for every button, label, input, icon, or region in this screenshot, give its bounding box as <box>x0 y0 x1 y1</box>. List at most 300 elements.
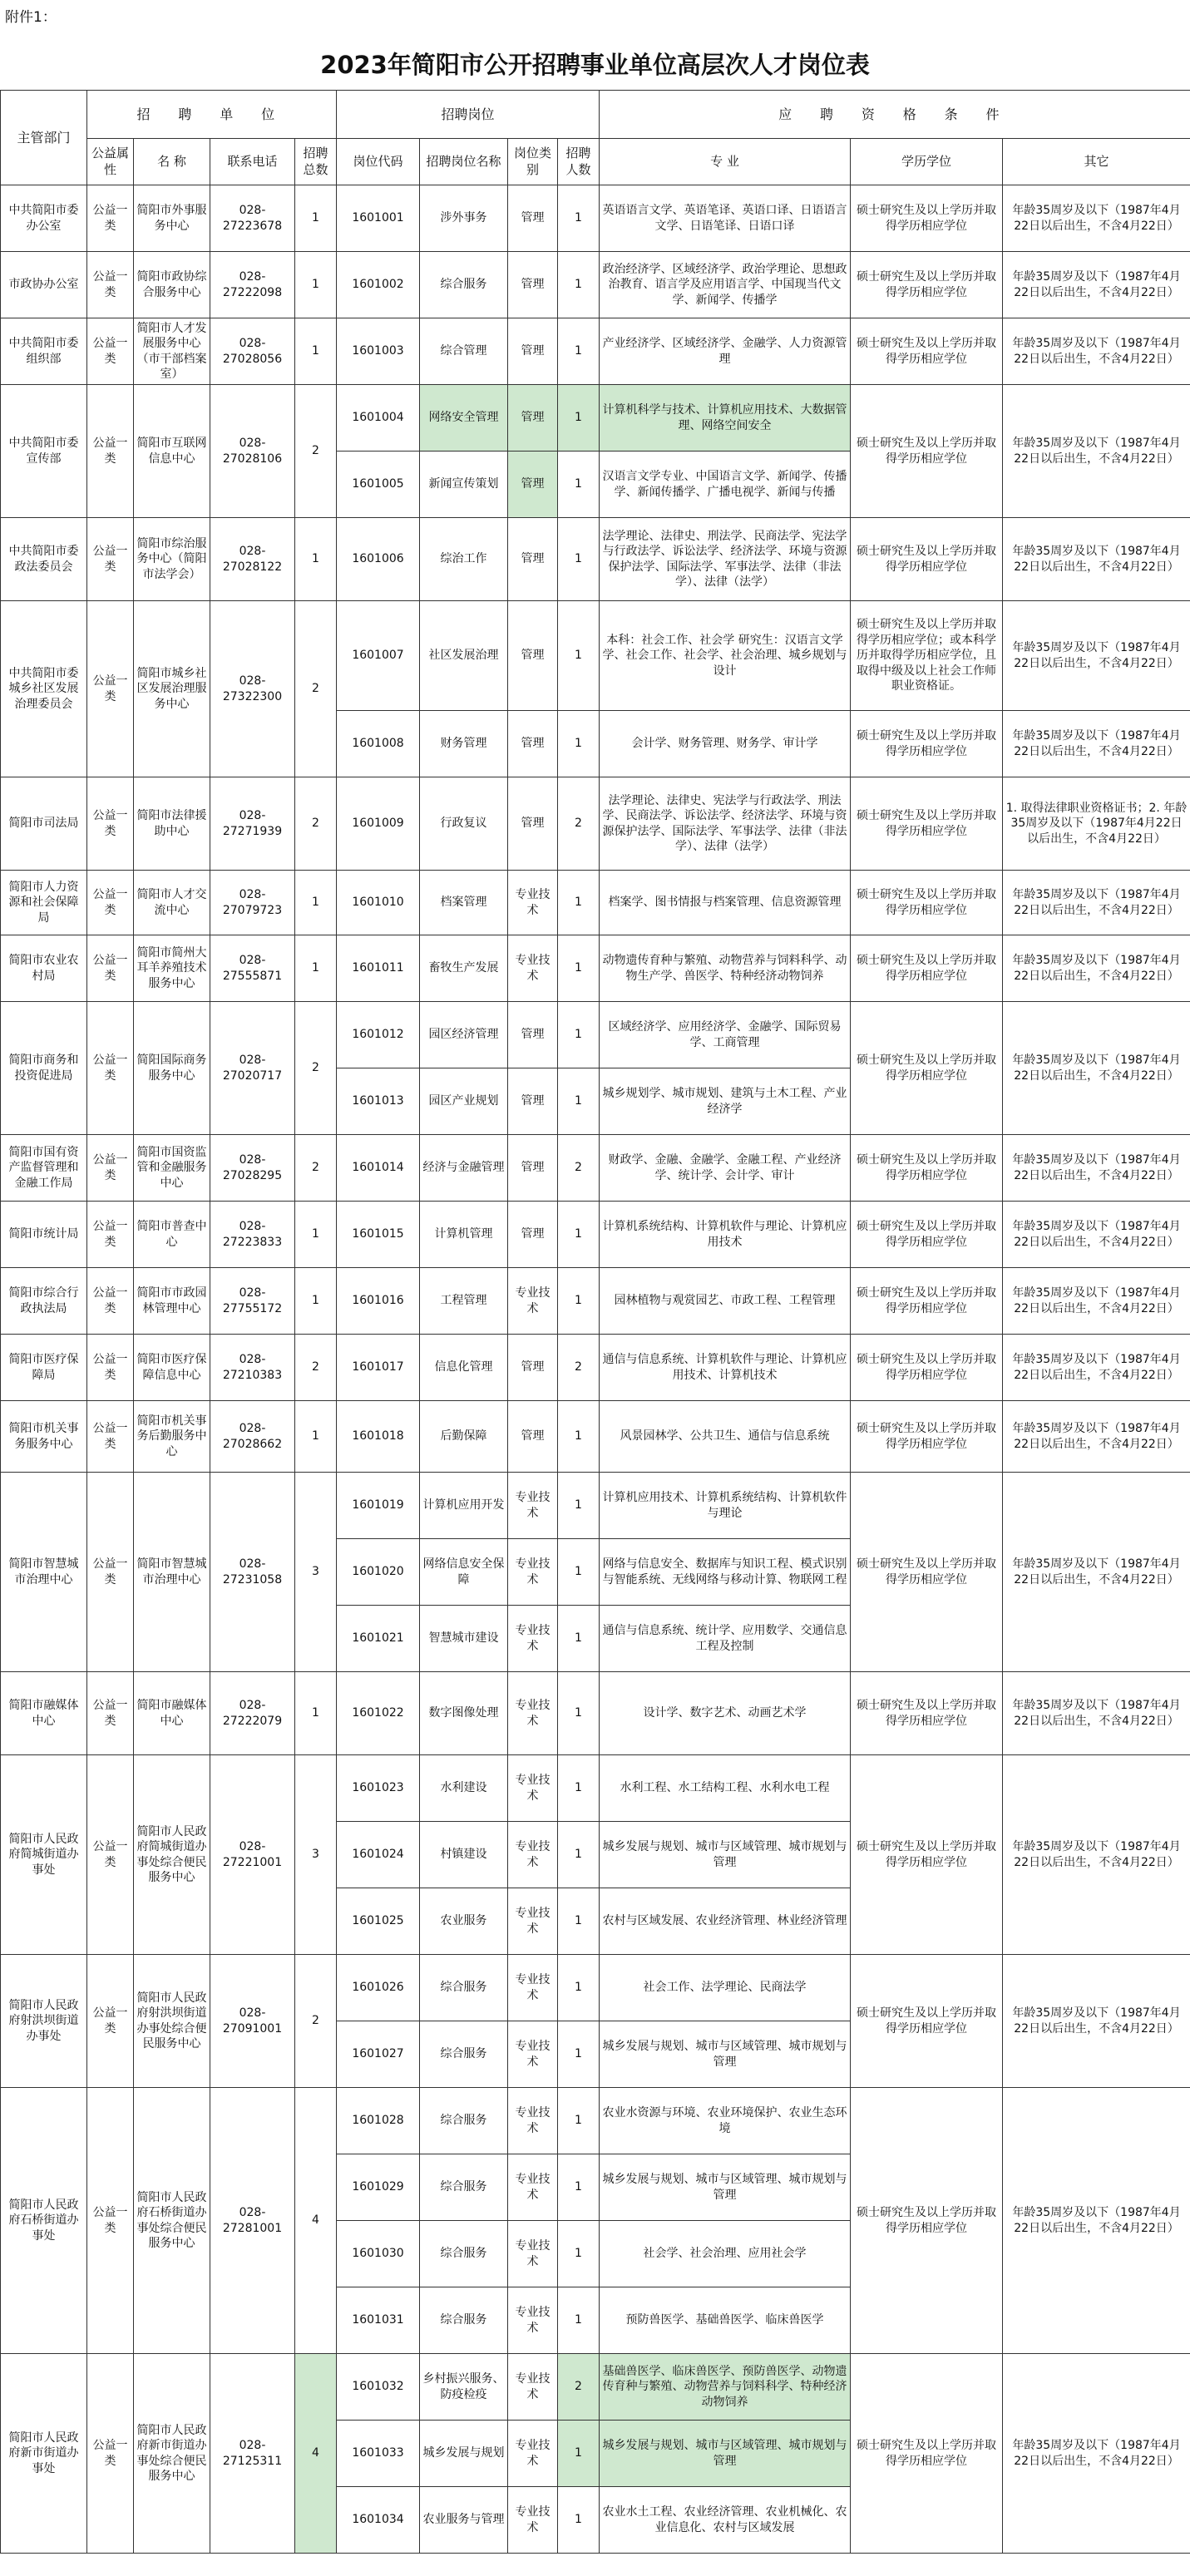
other-cell: 年龄35周岁及以下（1987年4月22日以后出生，不含4月22日） <box>1003 2088 1190 2354</box>
degree-cell: 硕士研究生及以上学历并取得学历相应学位 <box>851 2088 1003 2354</box>
post-cell: 信息化管理 <box>420 1335 508 1401</box>
dept-cell: 简阳市司法局 <box>1 777 87 871</box>
type-cell: 管理 <box>508 452 558 518</box>
post-cell: 综治工作 <box>420 518 508 601</box>
degree-cell: 硕士研究生及以上学历并取得学历相应学位 <box>851 935 1003 1002</box>
type-cell: 管理 <box>508 1335 558 1401</box>
phone-cell: 028-27020717 <box>210 1002 295 1135</box>
major-cell: 计算机科学与技术、计算机应用技术、大数据管理、网络空间安全 <box>600 385 851 452</box>
header-unit-nature: 公益属性 <box>87 139 134 185</box>
type-cell: 管理 <box>508 385 558 452</box>
post-cell: 综合服务 <box>420 2088 508 2154</box>
nature-cell: 公益一类 <box>87 1955 134 2088</box>
nature-cell: 公益一类 <box>87 1473 134 1672</box>
type-cell: 专业技术 <box>508 2021 558 2088</box>
post-cell: 行政复议 <box>420 777 508 871</box>
other-cell: 年龄35周岁及以下（1987年4月22日以后出生，不含4月22日） <box>1003 1202 1190 1268</box>
code-cell: 1601027 <box>337 2021 420 2088</box>
post-cell: 智慧城市建设 <box>420 1606 508 1672</box>
count-cell: 1 <box>558 2487 600 2554</box>
header-degree: 学历学位 <box>851 139 1003 185</box>
major-cell: 城乡发展与规划、城市与区域管理、城市规划与管理 <box>600 1822 851 1888</box>
dept-cell: 简阳市融媒体中心 <box>1 1672 87 1755</box>
total-cell: 2 <box>295 1955 337 2088</box>
header-phone: 联系电话 <box>210 139 295 185</box>
code-cell: 1601031 <box>337 2287 420 2354</box>
count-cell: 1 <box>558 1606 600 1672</box>
count-cell: 1 <box>558 1068 600 1135</box>
unit-cell: 简阳市综治服务中心（简阳市法学会） <box>134 518 210 601</box>
type-cell: 管理 <box>508 1068 558 1135</box>
post-cell: 新闻宣传策划 <box>420 452 508 518</box>
other-cell: 年龄35周岁及以下（1987年4月22日以后出生，不含4月22日） <box>1003 711 1190 777</box>
other-cell: 年龄35周岁及以下（1987年4月22日以后出生，不含4月22日） <box>1003 1755 1190 1955</box>
phone-cell: 028-27028056 <box>210 318 295 385</box>
unit-cell: 简阳市市政园林管理中心 <box>134 1268 210 1335</box>
major-cell: 城乡发展与规划、城市与区域管理、城市规划与管理 <box>600 2154 851 2221</box>
unit-cell: 简阳市国资监管和金融服务中心 <box>134 1135 210 1202</box>
count-cell: 1 <box>558 2287 600 2354</box>
code-cell: 1601022 <box>337 1672 420 1755</box>
type-cell: 专业技术 <box>508 1822 558 1888</box>
type-cell: 专业技术 <box>508 1955 558 2021</box>
count-cell: 1 <box>558 1202 600 1268</box>
post-cell: 综合服务 <box>420 2221 508 2287</box>
count-cell: 1 <box>558 1401 600 1473</box>
code-cell: 1601007 <box>337 601 420 711</box>
post-cell: 园区经济管理 <box>420 1002 508 1068</box>
type-cell: 管理 <box>508 1135 558 1202</box>
other-cell: 年龄35周岁及以下（1987年4月22日以后出生，不含4月22日） <box>1003 1401 1190 1473</box>
total-cell: 1 <box>295 1268 337 1335</box>
phone-cell: 028-27079723 <box>210 871 295 935</box>
degree-cell: 硕士研究生及以上学历并取得学历相应学位 <box>851 1473 1003 1672</box>
type-cell: 专业技术 <box>508 1755 558 1822</box>
type-cell: 专业技术 <box>508 935 558 1002</box>
code-cell: 1601018 <box>337 1401 420 1473</box>
type-cell: 专业技术 <box>508 1606 558 1672</box>
post-cell: 涉外事务 <box>420 185 508 252</box>
count-cell: 2 <box>558 777 600 871</box>
total-cell: 3 <box>295 1755 337 1955</box>
type-cell: 专业技术 <box>508 1672 558 1755</box>
dept-cell: 简阳市综合行政执法局 <box>1 1268 87 1335</box>
phone-cell: 028-27125311 <box>210 2354 295 2554</box>
nature-cell: 公益一类 <box>87 518 134 601</box>
other-cell: 年龄35周岁及以下（1987年4月22日以后出生，不含4月22日） <box>1003 2354 1190 2554</box>
degree-cell: 硕士研究生及以上学历并取得学历相应学位 <box>851 1955 1003 2088</box>
total-cell: 1 <box>295 252 337 318</box>
post-cell: 综合服务 <box>420 1955 508 2021</box>
code-cell: 1601014 <box>337 1135 420 1202</box>
dept-cell: 中共简阳市委宣传部 <box>1 385 87 518</box>
major-cell: 通信与信息系统、统计学、应用数学、交通信息工程及控制 <box>600 1606 851 1672</box>
code-cell: 1601030 <box>337 2221 420 2287</box>
phone-cell: 028-27755172 <box>210 1268 295 1335</box>
major-cell: 园林植物与观赏园艺、市政工程、工程管理 <box>600 1268 851 1335</box>
post-cell: 财务管理 <box>420 711 508 777</box>
type-cell: 专业技术 <box>508 1539 558 1606</box>
major-cell: 城乡发展与规划、城市与区域管理、城市规划与管理 <box>600 2421 851 2487</box>
total-cell: 1 <box>295 1401 337 1473</box>
degree-cell: 硕士研究生及以上学历并取得学历相应学位 <box>851 1335 1003 1401</box>
major-cell: 基础兽医学、临床兽医学、预防兽医学、动物遗传育种与繁殖、动物营养与饲料科学、特种经济动物饲养 <box>600 2354 851 2421</box>
unit-cell: 简阳市互联网信息中心 <box>134 385 210 518</box>
code-cell: 1601032 <box>337 2354 420 2421</box>
phone-cell: 028-27222079 <box>210 1672 295 1755</box>
type-cell: 管理 <box>508 1002 558 1068</box>
dept-cell: 中共简阳市委城乡社区发展治理委员会 <box>1 601 87 777</box>
header-unit-name: 名 称 <box>134 139 210 185</box>
major-cell: 社会学、社会治理、应用社会学 <box>600 2221 851 2287</box>
other-cell: 年龄35周岁及以下（1987年4月22日以后出生，不含4月22日） <box>1003 1672 1190 1755</box>
dept-cell: 简阳市人民政府射洪坝街道办事处 <box>1 1955 87 2088</box>
major-cell: 城乡规划学、城市规划、建筑与土木工程、产业经济学 <box>600 1068 851 1135</box>
major-cell: 法学理论、法律史、刑法学、民商法学、宪法学与行政法学、诉讼法学、经济法学、环境与资源保护法学、国际法学、军事法学、法律（非法学）、法律（法学） <box>600 518 851 601</box>
dept-cell: 简阳市国有资产监督管理和金融工作局 <box>1 1135 87 1202</box>
dept-cell: 简阳市人民政府石桥街道办事处 <box>1 2088 87 2354</box>
nature-cell: 公益一类 <box>87 1202 134 1268</box>
major-cell: 风景园林学、公共卫生、通信与信息系统 <box>600 1401 851 1473</box>
type-cell: 管理 <box>508 1401 558 1473</box>
unit-cell: 简阳市人才交流中心 <box>134 871 210 935</box>
code-cell: 1601028 <box>337 2088 420 2154</box>
major-cell: 计算机应用技术、计算机系统结构、计算机软件与理论 <box>600 1473 851 1539</box>
code-cell: 1601026 <box>337 1955 420 2021</box>
post-cell: 综合服务 <box>420 2021 508 2088</box>
attachment-label: 附件1： <box>5 9 57 26</box>
count-cell: 1 <box>558 252 600 318</box>
degree-cell: 硕士研究生及以上学历并取得学历相应学位 <box>851 185 1003 252</box>
count-cell: 1 <box>558 385 600 452</box>
degree-cell: 硕士研究生及以上学历并取得学历相应学位 <box>851 777 1003 871</box>
count-cell: 1 <box>558 2421 600 2487</box>
nature-cell: 公益一类 <box>87 385 134 518</box>
phone-cell: 028-27028295 <box>210 1135 295 1202</box>
total-cell: 2 <box>295 385 337 518</box>
degree-cell: 硕士研究生及以上学历并取得学历相应学位 <box>851 711 1003 777</box>
unit-cell: 简阳市政协综合服务中心 <box>134 252 210 318</box>
major-cell: 会计学、财务管理、财务学、审计学 <box>600 711 851 777</box>
dept-cell: 简阳市商务和投资促进局 <box>1 1002 87 1135</box>
code-cell: 1601011 <box>337 935 420 1002</box>
nature-cell: 公益一类 <box>87 1672 134 1755</box>
type-cell: 管理 <box>508 777 558 871</box>
code-cell: 1601025 <box>337 1888 420 1955</box>
total-cell: 1 <box>295 518 337 601</box>
unit-cell: 简阳市简州大耳羊养殖技术服务中心 <box>134 935 210 1002</box>
major-cell: 英语语言文学、英语笔译、英语口译、日语语言文学、日语笔译、日语口译 <box>600 185 851 252</box>
code-cell: 1601034 <box>337 2487 420 2554</box>
count-cell: 1 <box>558 1888 600 1955</box>
unit-cell: 简阳市医疗保障信息中心 <box>134 1335 210 1401</box>
count-cell: 1 <box>558 2221 600 2287</box>
count-cell: 1 <box>558 601 600 711</box>
nature-cell: 公益一类 <box>87 252 134 318</box>
major-cell: 农村与区域发展、农业经济管理、林业经济管理 <box>600 1888 851 1955</box>
phone-cell: 028-27231058 <box>210 1473 295 1672</box>
header-post-group: 招聘岗位 <box>337 91 600 139</box>
other-cell: 年龄35周岁及以下（1987年4月22日以后出生，不含4月22日） <box>1003 871 1190 935</box>
other-cell: 年龄35周岁及以下（1987年4月22日以后出生，不含4月22日） <box>1003 385 1190 518</box>
code-cell: 1601013 <box>337 1068 420 1135</box>
degree-cell: 硕士研究生及以上学历并取得学历相应学位 <box>851 1401 1003 1473</box>
degree-cell: 硕士研究生及以上学历并取得学历相应学位 <box>851 1002 1003 1135</box>
other-cell: 年龄35周岁及以下（1987年4月22日以后出生，不含4月22日） <box>1003 1268 1190 1335</box>
type-cell: 管理 <box>508 518 558 601</box>
count-cell: 1 <box>558 1672 600 1755</box>
total-cell: 1 <box>295 1202 337 1268</box>
post-cell: 水利建设 <box>420 1755 508 1822</box>
total-cell: 1 <box>295 935 337 1002</box>
post-cell: 村镇建设 <box>420 1822 508 1888</box>
nature-cell: 公益一类 <box>87 318 134 385</box>
other-cell: 年龄35周岁及以下（1987年4月22日以后出生，不含4月22日） <box>1003 1335 1190 1401</box>
post-cell: 经济与金融管理 <box>420 1135 508 1202</box>
post-cell: 档案管理 <box>420 871 508 935</box>
major-cell: 城乡发展与规划、城市与区域管理、城市规划与管理 <box>600 2021 851 2088</box>
major-cell: 法学理论、法律史、宪法学与行政法学、刑法学、民商法学、诉讼法学、经济法学、环境与资源保护法学、国际法学、军事法学、法律（非法学）、法律（法学） <box>600 777 851 871</box>
post-cell: 农业服务 <box>420 1888 508 1955</box>
dept-cell: 中共简阳市委办公室 <box>1 185 87 252</box>
phone-cell: 028-27322300 <box>210 601 295 777</box>
type-cell: 管理 <box>508 601 558 711</box>
total-cell: 2 <box>295 777 337 871</box>
major-cell: 动物遗传育种与繁殖、动物营养与饲料科学、动物生产学、兽医学、特种经济动物饲养 <box>600 935 851 1002</box>
major-cell: 网络与信息安全、数据库与知识工程、模式识别与智能系统、无线网络与移动计算、物联网工程 <box>600 1539 851 1606</box>
code-cell: 1601019 <box>337 1473 420 1539</box>
unit-cell: 简阳市人民政府射洪坝街道办事处综合便民服务中心 <box>134 1955 210 2088</box>
document-title: 2023年简阳市公开招聘事业单位高层次人才岗位表 <box>320 51 870 79</box>
unit-cell: 简阳市人民政府简城街道办事处综合便民服务中心 <box>134 1755 210 1955</box>
phone-cell: 028-27223833 <box>210 1202 295 1268</box>
unit-cell: 简阳市融媒体中心 <box>134 1672 210 1755</box>
code-cell: 1601001 <box>337 185 420 252</box>
phone-cell: 028-27210383 <box>210 1335 295 1401</box>
major-cell: 通信与信息系统、计算机软件与理论、计算机应用技术、计算机技术 <box>600 1335 851 1401</box>
post-cell: 计算机应用开发 <box>420 1473 508 1539</box>
post-cell: 工程管理 <box>420 1268 508 1335</box>
count-cell: 1 <box>558 1473 600 1539</box>
major-cell: 计算机系统结构、计算机软件与理论、计算机应用技术 <box>600 1202 851 1268</box>
recruitment-table <box>0 90 1190 2554</box>
type-cell: 专业技术 <box>508 2154 558 2221</box>
type-cell: 管理 <box>508 252 558 318</box>
count-cell: 1 <box>558 1822 600 1888</box>
code-cell: 1601005 <box>337 452 420 518</box>
dept-cell: 简阳市机关事务服务中心 <box>1 1401 87 1473</box>
post-cell: 后勤保障 <box>420 1401 508 1473</box>
major-cell: 区域经济学、应用经济学、金融学、国际贸易学、工商管理 <box>600 1002 851 1068</box>
code-cell: 1601029 <box>337 2154 420 2221</box>
type-cell: 专业技术 <box>508 2487 558 2554</box>
nature-cell: 公益一类 <box>87 1335 134 1401</box>
header-requirements-group: 应 聘 资 格 条 件 <box>600 91 1190 139</box>
count-cell: 1 <box>558 2021 600 2088</box>
post-cell: 计算机管理 <box>420 1202 508 1268</box>
post-cell: 城乡发展与规划 <box>420 2421 508 2487</box>
dept-cell: 简阳市智慧城市治理中心 <box>1 1473 87 1672</box>
code-cell: 1601020 <box>337 1539 420 1606</box>
unit-cell: 简阳市人民政府石桥街道办事处综合便民服务中心 <box>134 2088 210 2354</box>
header-unit-group: 招 聘 单 位 <box>87 91 337 139</box>
dept-cell: 简阳市人力资源和社会保障局 <box>1 871 87 935</box>
code-cell: 1601017 <box>337 1335 420 1401</box>
phone-cell: 028-27028122 <box>210 518 295 601</box>
major-cell: 产业经济学、区域经济学、金融学、人力资源管理 <box>600 318 851 385</box>
code-cell: 1601015 <box>337 1202 420 1268</box>
header-dept: 主管部门 <box>1 91 87 185</box>
post-cell: 数字图像处理 <box>420 1672 508 1755</box>
phone-cell: 028-27028662 <box>210 1401 295 1473</box>
degree-cell: 硕士研究生及以上学历并取得学历相应学位 <box>851 1202 1003 1268</box>
type-cell: 专业技术 <box>508 2354 558 2421</box>
header-major: 专 业 <box>600 139 851 185</box>
unit-cell: 简阳市人才发展服务中心（市干部档案室） <box>134 318 210 385</box>
degree-cell: 硕士研究生及以上学历并取得学历相应学位 <box>851 385 1003 518</box>
major-cell: 农业水土工程、农业经济管理、农业机械化、农业信息化、农村与区域发展 <box>600 2487 851 2554</box>
total-cell: 4 <box>295 2088 337 2354</box>
degree-cell: 硕士研究生及以上学历并取得学历相应学位 <box>851 1268 1003 1335</box>
dept-cell: 市政协办公室 <box>1 252 87 318</box>
other-cell: 年龄35周岁及以下（1987年4月22日以后出生，不含4月22日） <box>1003 1955 1190 2088</box>
nature-cell: 公益一类 <box>87 2088 134 2354</box>
post-cell: 乡村振兴服务、防疫检疫 <box>420 2354 508 2421</box>
major-cell: 财政学、金融、金融学、金融工程、产业经济学、统计学、会计学、审计 <box>600 1135 851 1202</box>
post-cell: 综合服务 <box>420 252 508 318</box>
unit-cell: 简阳市机关事务后勤服务中心 <box>134 1401 210 1473</box>
code-cell: 1601008 <box>337 711 420 777</box>
nature-cell: 公益一类 <box>87 871 134 935</box>
total-cell: 2 <box>295 1135 337 1202</box>
code-cell: 1601002 <box>337 252 420 318</box>
post-cell: 综合服务 <box>420 2154 508 2221</box>
nature-cell: 公益一类 <box>87 2354 134 2554</box>
dept-cell: 简阳市统计局 <box>1 1202 87 1268</box>
type-cell: 专业技术 <box>508 2221 558 2287</box>
type-cell: 专业技术 <box>508 2287 558 2354</box>
unit-cell: 简阳市智慧城市治理中心 <box>134 1473 210 1672</box>
post-cell: 综合服务 <box>420 2287 508 2354</box>
nature-cell: 公益一类 <box>87 1135 134 1202</box>
type-cell: 专业技术 <box>508 1268 558 1335</box>
degree-cell: 硕士研究生及以上学历并取得学历相应学位 <box>851 252 1003 318</box>
code-cell: 1601021 <box>337 1606 420 1672</box>
code-cell: 1601033 <box>337 2421 420 2487</box>
code-cell: 1601016 <box>337 1268 420 1335</box>
other-cell: 年龄35周岁及以下（1987年4月22日以后出生，不含4月22日） <box>1003 1473 1190 1672</box>
major-cell: 本科：社会工作、社会学 研究生：汉语言文学学、社会工作、社会学、社会治理、城乡规划与设计 <box>600 601 851 711</box>
header-other: 其它 <box>1003 139 1190 185</box>
type-cell: 管理 <box>508 318 558 385</box>
count-cell: 1 <box>558 1755 600 1822</box>
total-cell: 4 <box>295 2354 337 2554</box>
code-cell: 1601010 <box>337 871 420 935</box>
count-cell: 1 <box>558 185 600 252</box>
phone-cell: 028-27222098 <box>210 252 295 318</box>
type-cell: 专业技术 <box>508 871 558 935</box>
total-cell: 2 <box>295 1002 337 1135</box>
total-cell: 1 <box>295 185 337 252</box>
degree-cell: 硕士研究生及以上学历并取得学历相应学位 <box>851 1755 1003 1955</box>
unit-cell: 简阳市普查中心 <box>134 1202 210 1268</box>
other-cell: 年龄35周岁及以下（1987年4月22日以后出生，不含4月22日） <box>1003 935 1190 1002</box>
code-cell: 1601006 <box>337 518 420 601</box>
degree-cell: 硕士研究生及以上学历并取得学历相应学位 <box>851 1135 1003 1202</box>
count-cell: 1 <box>558 318 600 385</box>
other-cell: 年龄35周岁及以下（1987年4月22日以后出生，不含4月22日） <box>1003 318 1190 385</box>
unit-cell: 简阳市外事服务中心 <box>134 185 210 252</box>
type-cell: 管理 <box>508 711 558 777</box>
degree-cell: 硕士研究生及以上学历并取得学历相应学位；或本科学历并取得学历相应学位，且取得中级及以上社会工作师职业资格证。 <box>851 601 1003 711</box>
nature-cell: 公益一类 <box>87 1401 134 1473</box>
major-cell: 档案学、图书情报与档案管理、信息资源管理 <box>600 871 851 935</box>
phone-cell: 028-27223678 <box>210 185 295 252</box>
nature-cell: 公益一类 <box>87 777 134 871</box>
phone-cell: 028-27281001 <box>210 2088 295 2354</box>
total-cell: 1 <box>295 1672 337 1755</box>
unit-cell: 简阳市人民政府新市街道办事处综合便民服务中心 <box>134 2354 210 2554</box>
nature-cell: 公益一类 <box>87 1002 134 1135</box>
dept-cell: 中共简阳市委政法委员会 <box>1 518 87 601</box>
dept-cell: 中共简阳市委组织部 <box>1 318 87 385</box>
other-cell: 年龄35周岁及以下（1987年4月22日以后出生，不含4月22日） <box>1003 518 1190 601</box>
major-cell: 设计学、数字艺术、动画艺术学 <box>600 1672 851 1755</box>
count-cell: 1 <box>558 1002 600 1068</box>
post-cell: 畜牧生产发展 <box>420 935 508 1002</box>
code-cell: 1601004 <box>337 385 420 452</box>
total-cell: 1 <box>295 871 337 935</box>
phone-cell: 028-27091001 <box>210 1955 295 2088</box>
total-cell: 2 <box>295 601 337 777</box>
major-cell: 社会工作、法学理论、民商法学 <box>600 1955 851 2021</box>
count-cell: 1 <box>558 871 600 935</box>
count-cell: 1 <box>558 1539 600 1606</box>
count-cell: 1 <box>558 1268 600 1335</box>
count-cell: 2 <box>558 1335 600 1401</box>
count-cell: 1 <box>558 2088 600 2154</box>
degree-cell: 硕士研究生及以上学历并取得学历相应学位 <box>851 518 1003 601</box>
major-cell: 汉语言文学专业、中国语言文学、新闻学、传播学、新闻传播学、广播电视学、新闻与传播 <box>600 452 851 518</box>
dept-cell: 简阳市人民政府新市街道办事处 <box>1 2354 87 2554</box>
header-total: 招聘总数 <box>295 139 337 185</box>
degree-cell: 硕士研究生及以上学历并取得学历相应学位 <box>851 1672 1003 1755</box>
major-cell: 水利工程、水工结构工程、水利水电工程 <box>600 1755 851 1822</box>
post-cell: 社区发展治理 <box>420 601 508 711</box>
type-cell: 专业技术 <box>508 1473 558 1539</box>
major-cell: 政治经济学、区域经济学、政治学理论、思想政治教育、语言学及应用语言学、中国现当代文学、新闻学、传播学 <box>600 252 851 318</box>
code-cell: 1601009 <box>337 777 420 871</box>
post-cell: 网络信息安全保障 <box>420 1539 508 1606</box>
header-post-code: 岗位代码 <box>337 139 420 185</box>
nature-cell: 公益一类 <box>87 935 134 1002</box>
phone-cell: 028-27271939 <box>210 777 295 871</box>
header-post-name: 招聘岗位名称 <box>420 139 508 185</box>
code-cell: 1601003 <box>337 318 420 385</box>
count-cell: 1 <box>558 452 600 518</box>
unit-cell: 简阳市城乡社区发展治理服务中心 <box>134 601 210 777</box>
total-cell: 2 <box>295 1335 337 1401</box>
header-count: 招聘人数 <box>558 139 600 185</box>
nature-cell: 公益一类 <box>87 185 134 252</box>
phone-cell: 028-27221001 <box>210 1755 295 1955</box>
dept-cell: 简阳市农业农村局 <box>1 935 87 1002</box>
nature-cell: 公益一类 <box>87 601 134 777</box>
count-cell: 2 <box>558 2354 600 2421</box>
degree-cell: 硕士研究生及以上学历并取得学历相应学位 <box>851 871 1003 935</box>
unit-cell: 简阳市法律援助中心 <box>134 777 210 871</box>
type-cell: 专业技术 <box>508 2421 558 2487</box>
